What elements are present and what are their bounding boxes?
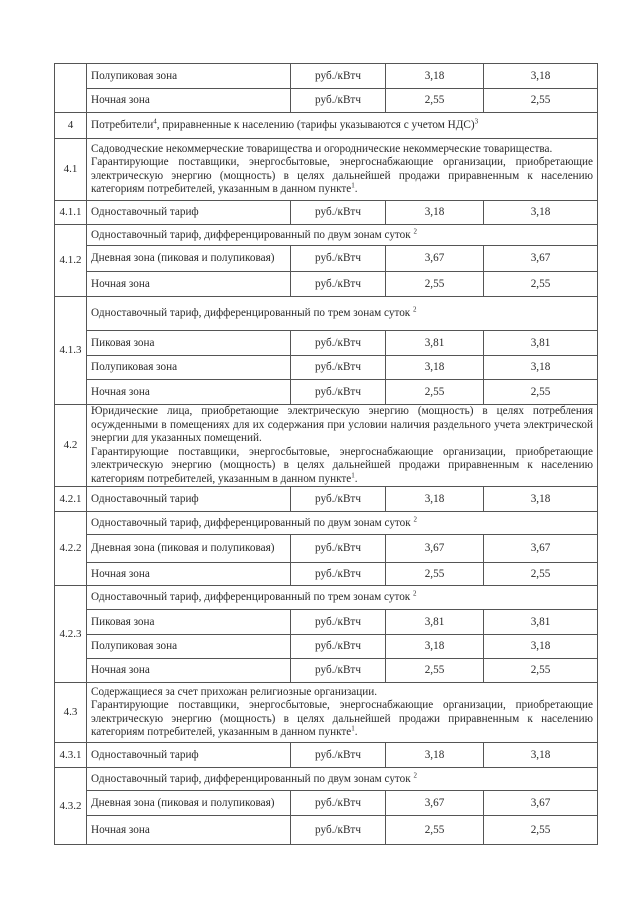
row-label: Одноставочный тариф — [87, 487, 291, 512]
row-value-1: 3,67 — [386, 791, 484, 816]
row-label — [87, 225, 598, 246]
table-row — [55, 272, 598, 297]
description-line: Юридические лица, приобретающие электрическую энергию (мощность) в целях потребления осужденными в помещениях для их содержания при условии наличия раздельного учета электрической энергии для указанных помещений. — [91, 405, 593, 444]
table-row — [55, 563, 598, 586]
row-label — [87, 297, 598, 331]
row-value-1: 2,55 — [386, 659, 484, 683]
row-value-2: 3,18 — [484, 201, 598, 225]
description-line: Гарантирующие поставщики, энергосбытовые, энергоснабжающие организации, приобретающие электрическую энергию (мощность) в целях дальнейшей продажи приравненным к населению категориям потребителей, указанным в данном пункте — [91, 445, 593, 485]
footnote-ref: 1 — [351, 181, 355, 190]
row-value-2: 2,55 — [484, 380, 598, 405]
table-row — [55, 89, 598, 113]
table-row — [55, 586, 598, 610]
row-value-1: 3,18 — [386, 635, 484, 659]
table-row — [55, 659, 598, 683]
row-unit: руб./кВтч — [291, 356, 386, 380]
row-number: 4.1.1 — [55, 201, 87, 225]
table-row — [55, 356, 598, 380]
row-label: Полупиковая зона — [87, 635, 291, 659]
footnote-ref: 4 — [153, 117, 157, 126]
row-label: Дневная зона (пиковая и полупиковая) — [87, 246, 291, 272]
row-label — [87, 586, 598, 610]
row-label: Пиковая зона — [87, 610, 291, 635]
row-value-2: 3,67 — [484, 535, 598, 563]
row-unit: руб./кВтч — [291, 535, 386, 563]
row-value-2: 3,18 — [484, 64, 598, 89]
row-unit: руб./кВтч — [291, 659, 386, 683]
row-value-2: 2,55 — [484, 816, 598, 845]
row-label: Ночная зона — [87, 816, 291, 845]
row-value-2: 3,18 — [484, 487, 598, 512]
subsection-row — [55, 683, 598, 743]
punctuation: . — [354, 726, 358, 738]
footnote-ref: 2 — [413, 770, 417, 779]
row-value-1: 3,18 — [386, 487, 484, 512]
section-row — [55, 113, 598, 139]
row-number: 4.2.3 — [55, 586, 87, 683]
row-value-1: 3,18 — [386, 743, 484, 768]
tariff-table — [54, 63, 598, 845]
description-line: Гарантирующие поставщики, энергосбытовые, энергоснабжающие организации, приобретающие электрическую энергию (мощность) в целях дальнейшей продажи приравненным к населению категориям потребителей, указанным в данном пункте — [91, 156, 593, 195]
row-value-1: 3,67 — [386, 535, 484, 563]
row-number: 4.3 — [55, 683, 87, 743]
row-value-2: 2,55 — [484, 659, 598, 683]
row-value-2: 3,81 — [484, 331, 598, 356]
row-unit: руб./кВтч — [291, 201, 386, 225]
row-value-1: 2,55 — [386, 272, 484, 297]
table-row — [55, 743, 598, 768]
row-value-2: 3,18 — [484, 356, 598, 380]
subsection-row — [55, 139, 598, 201]
row-label: Полупиковая зона — [87, 356, 291, 380]
row-value-1: 2,55 — [386, 563, 484, 586]
row-value-2: 2,55 — [484, 89, 598, 113]
row-number — [55, 64, 87, 113]
footnote-ref: 3 — [474, 117, 479, 126]
row-label: Одноставочный тариф — [87, 743, 291, 768]
row-value-1: 3,18 — [386, 356, 484, 380]
row-label: Пиковая зона — [87, 331, 291, 356]
row-value-1: 2,55 — [386, 89, 484, 113]
footnote-ref: 2 — [413, 589, 417, 598]
row-value-1: 3,81 — [386, 610, 484, 635]
footnote-ref: 1 — [351, 470, 355, 479]
row-number: 4.3.2 — [55, 768, 87, 845]
row-unit: руб./кВтч — [291, 563, 386, 586]
punctuation: . — [354, 183, 358, 195]
row-unit: руб./кВтч — [291, 380, 386, 405]
table-row — [55, 512, 598, 535]
table-row — [55, 791, 598, 816]
row-label: Ночная зона — [87, 659, 291, 683]
row-unit: руб./кВтч — [291, 89, 386, 113]
table-row — [55, 331, 598, 356]
row-value-2: 3,18 — [484, 743, 598, 768]
row-value-2: 3,67 — [484, 246, 598, 272]
table-row — [55, 635, 598, 659]
row-number: 4.1 — [55, 139, 87, 201]
punctuation: . — [354, 472, 358, 485]
row-value-1: 3,67 — [386, 246, 484, 272]
row-label — [87, 512, 598, 535]
row-label: Дневная зона (пиковая и полупиковая) — [87, 791, 291, 816]
description-line: Содержащиеся за счет прихожан религиозные организации. — [91, 685, 378, 698]
description-line: Садоводческие некоммерческие товарищества и огороднические некоммерческие товарищества. — [91, 142, 553, 155]
row-value-1: 2,55 — [386, 816, 484, 845]
row-number: 4.2 — [55, 405, 87, 487]
row-unit: руб./кВтч — [291, 272, 386, 297]
table-row — [55, 816, 598, 845]
footnote-ref: 2 — [413, 305, 417, 314]
footnote-ref: 2 — [413, 226, 417, 235]
table-row — [55, 768, 598, 791]
row-label-text: Одноставочный тариф, дифференцированный по двум зонам суток — [91, 228, 411, 241]
footnote-ref: 1 — [351, 724, 355, 733]
row-label: Дневная зона (пиковая и полупиковая) — [87, 535, 291, 563]
row-unit: руб./кВтч — [291, 610, 386, 635]
section-heading — [87, 113, 598, 139]
table-row — [55, 610, 598, 635]
row-value-2: 3,18 — [484, 635, 598, 659]
row-number: 4.3.1 — [55, 743, 87, 768]
row-value-2: 3,67 — [484, 791, 598, 816]
table-row — [55, 535, 598, 563]
section-heading-text: Потребители — [91, 119, 154, 131]
row-number: 4.2.1 — [55, 487, 87, 512]
row-number: 4 — [55, 113, 87, 139]
table-row — [55, 297, 598, 331]
row-value-1: 2,55 — [386, 380, 484, 405]
row-value-2: 2,55 — [484, 563, 598, 586]
table-row — [55, 201, 598, 225]
row-unit: руб./кВтч — [291, 331, 386, 356]
table-row — [55, 246, 598, 272]
row-unit: руб./кВтч — [291, 635, 386, 659]
row-label: Ночная зона — [87, 89, 291, 113]
row-label-text: Одноставочный тариф, дифференцированный по двум зонам суток — [91, 772, 411, 785]
row-label — [87, 768, 598, 791]
row-unit: руб./кВтч — [291, 743, 386, 768]
row-value-1: 3,18 — [386, 201, 484, 225]
table-row — [55, 487, 598, 512]
row-unit: руб./кВтч — [291, 816, 386, 845]
subsection-row — [55, 405, 598, 487]
row-label-text: Одноставочный тариф, дифференцированный по трем зонам суток — [91, 307, 411, 319]
row-unit: руб./кВтч — [291, 487, 386, 512]
row-unit: руб./кВтч — [291, 791, 386, 816]
row-label: Одноставочный тариф — [87, 201, 291, 225]
row-value-2: 3,81 — [484, 610, 598, 635]
row-number: 4.2.2 — [55, 512, 87, 586]
description-line: Гарантирующие поставщики, энергосбытовые, энергоснабжающие организации, приобретающие электрическую энергию (мощность) в целях дальнейшей продажи приравненным к населению категориям потребителей, указанным в данном пункте — [91, 699, 593, 738]
subsection-description — [87, 139, 598, 201]
row-value-1: 3,18 — [386, 64, 484, 89]
table-row — [55, 64, 598, 89]
row-value-1: 3,81 — [386, 331, 484, 356]
table-row — [55, 225, 598, 246]
subsection-description — [87, 405, 598, 487]
row-unit: руб./кВтч — [291, 246, 386, 272]
row-label-text: Одноставочный тариф, дифференцированный по двум зонам суток — [91, 516, 411, 529]
table-row — [55, 380, 598, 405]
row-label-text: Одноставочный тариф, дифференцированный по трем зонам суток — [91, 591, 411, 603]
row-label: Полупиковая зона — [87, 64, 291, 89]
row-label: Ночная зона — [87, 380, 291, 405]
row-label: Ночная зона — [87, 563, 291, 586]
row-unit: руб./кВтч — [291, 64, 386, 89]
footnote-ref: 2 — [413, 514, 417, 523]
row-value-2: 2,55 — [484, 272, 598, 297]
row-number: 4.1.3 — [55, 297, 87, 405]
row-number: 4.1.2 — [55, 225, 87, 297]
row-label: Ночная зона — [87, 272, 291, 297]
section-heading-text: , приравненные к населению (тарифы указываются с учетом НДС) — [156, 119, 475, 131]
subsection-description — [87, 683, 598, 743]
